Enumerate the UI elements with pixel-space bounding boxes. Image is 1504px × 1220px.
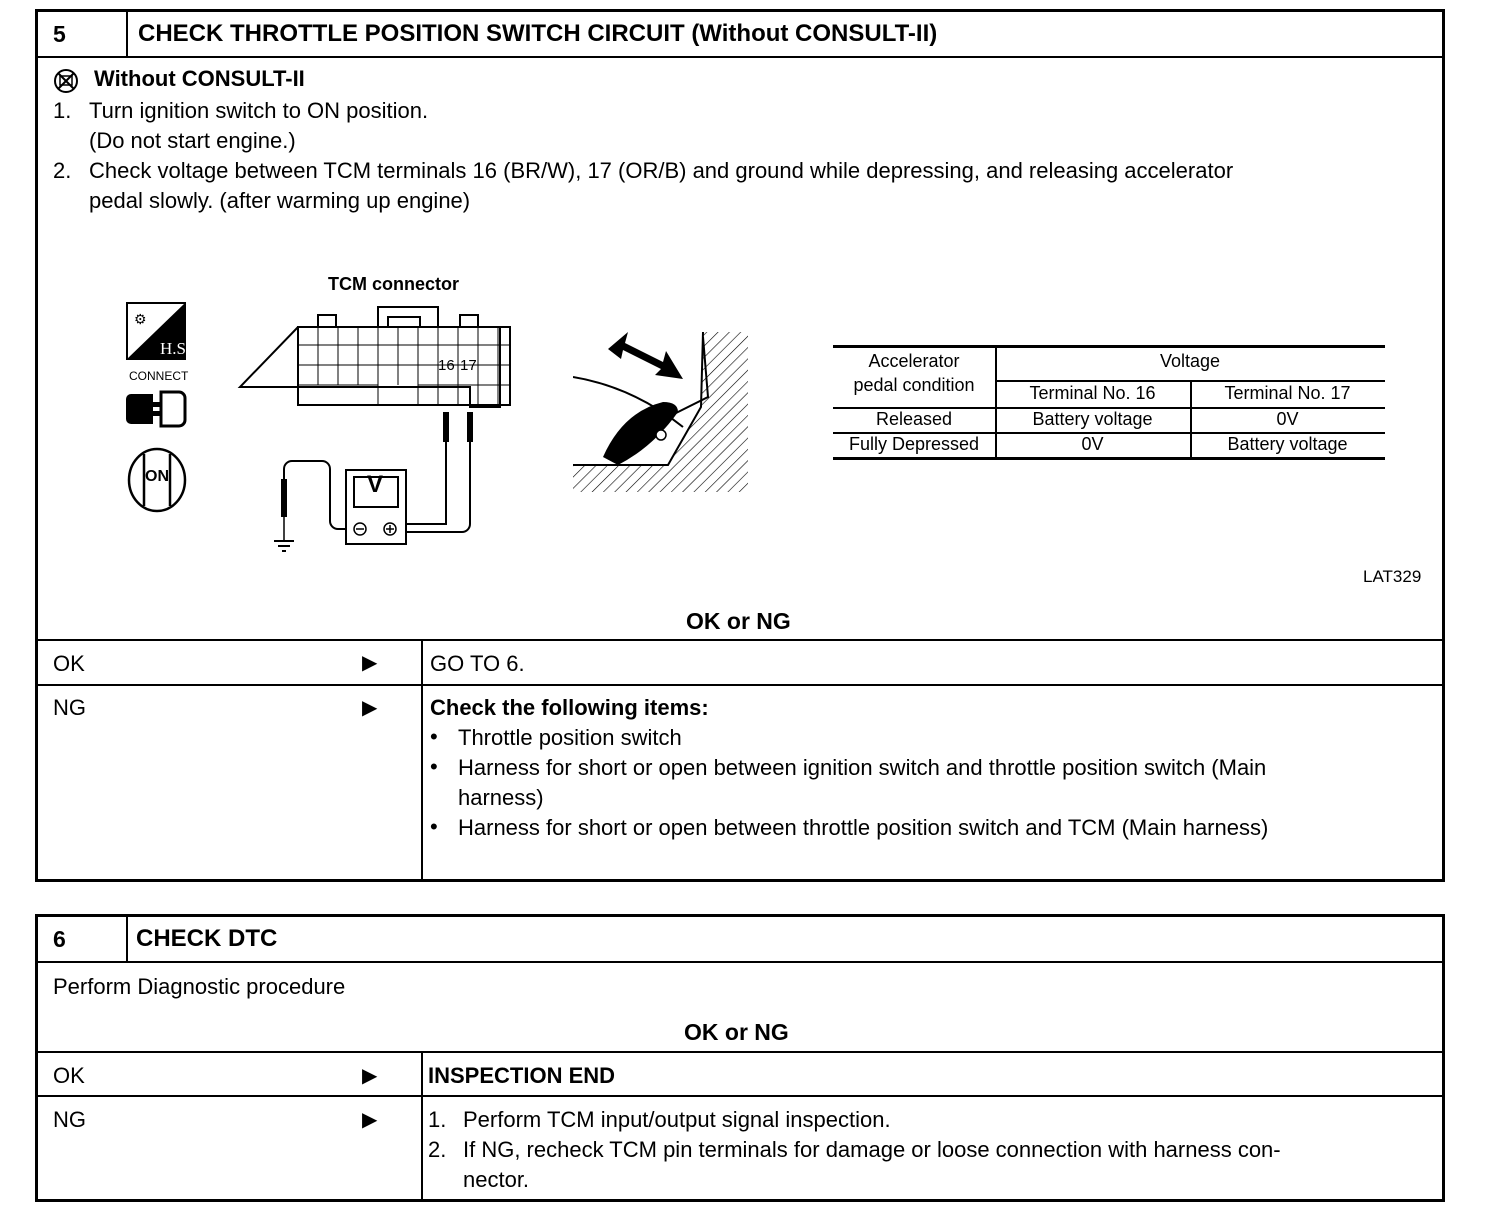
ok-ng-label: OK or NG [684,1019,789,1045]
step-title: CHECK THROTTLE POSITION SWITCH CIRCUIT (Without CONSULT-II) [138,20,938,47]
ok-result: GO TO 6. [430,651,525,676]
ok-label: OK [53,1063,85,1088]
accelerator-pedal-illustration [573,307,753,497]
arrow-right-icon: ▶ [362,697,378,719]
table-cell-terminal-16: Battery voltage [1032,409,1153,429]
ok-result: INSPECTION END [428,1063,616,1088]
step-title: CHECK DTC [136,925,278,952]
voltage-table [833,345,1385,461]
table-header-terminal-17: Terminal No. 17 [1224,383,1351,403]
step-body: Perform Diagnostic procedure [53,974,346,999]
voltmeter-label: V [367,471,384,498]
table-cell-condition: Released [875,409,953,429]
arrow-right-icon: ▶ [362,1065,378,1087]
ng-item: nector. [463,1167,530,1192]
ng-item: Harness for short or open between ignition switch and throttle position switch (Main [458,755,1267,780]
step-6-header [38,917,1442,963]
table-cell-terminal-17: 0V [1276,409,1299,429]
ignition-on-label: ON [145,468,169,485]
step-5-header [38,12,1442,58]
step-item-text: pedal slowly. (after warming up engine) [89,188,471,213]
connector-label: TCM connector [328,274,460,294]
step-number: 5 [38,12,128,56]
arrow-right-icon: ▶ [362,1109,378,1131]
ng-item: Perform TCM input/output signal inspection. [463,1107,891,1132]
table-cell-terminal-17: Battery voltage [1227,434,1348,454]
table-header-voltage: Voltage [1159,351,1221,371]
table-header-condition: pedal condition [853,375,975,395]
bullet-icon: • [430,754,438,779]
ng-item-number: 2. [428,1137,447,1162]
bullet-icon: • [430,814,438,839]
table-header-terminal-16: Terminal No. 16 [1029,383,1156,403]
step-item-number: 1. [53,98,72,123]
tcm-connector-diagram [228,297,518,567]
connect-icon [126,384,188,434]
ng-item: Throttle position switch [458,725,682,750]
ng-heading: Check the following items: [430,695,709,720]
step-5-section [35,9,1445,882]
ok-ng-label: OK or NG [686,608,791,634]
table-cell-terminal-16: 0V [1081,434,1104,454]
step-item-text: Check voltage between TCM terminals 16 (BR/W), 17 (OR/B) and ground while depressing, and releasing accelerator [89,158,1234,183]
step-item-text: Turn ignition switch to ON position. [89,98,429,123]
step-6-section [35,914,1445,1202]
bullet-icon: • [430,724,438,749]
ok-label: OK [53,651,85,676]
connect-icon-label: CONNECT [129,369,189,383]
ng-item-number: 1. [428,1107,447,1132]
table-header-condition: Accelerator [868,351,960,371]
ng-label: NG [53,695,86,720]
ng-item: If NG, recheck TCM pin terminals for damage or loose connection with harness con- [463,1137,1281,1162]
pin-16-label: 16 [438,357,455,374]
ng-label: NG [53,1107,86,1132]
hs-icon-label: H.S. [160,339,191,358]
figure-id: LAT329 [1363,567,1422,586]
ng-item: Harness for short or open between throttle position switch and TCM (Main harness) [458,815,1269,840]
ng-item: harness) [458,785,544,810]
no-consult-icon [53,68,79,94]
step-number: 6 [38,917,128,961]
step-item-text: (Do not start engine.) [89,128,296,153]
svg-text:⚙: ⚙ [134,313,147,328]
arrow-right-icon: ▶ [362,652,378,674]
table-cell-condition: Fully Depressed [848,434,980,454]
without-consult-label: Without CONSULT-II [94,66,305,91]
pin-17-label: 17 [460,357,477,374]
step-item-number: 2. [53,158,72,183]
